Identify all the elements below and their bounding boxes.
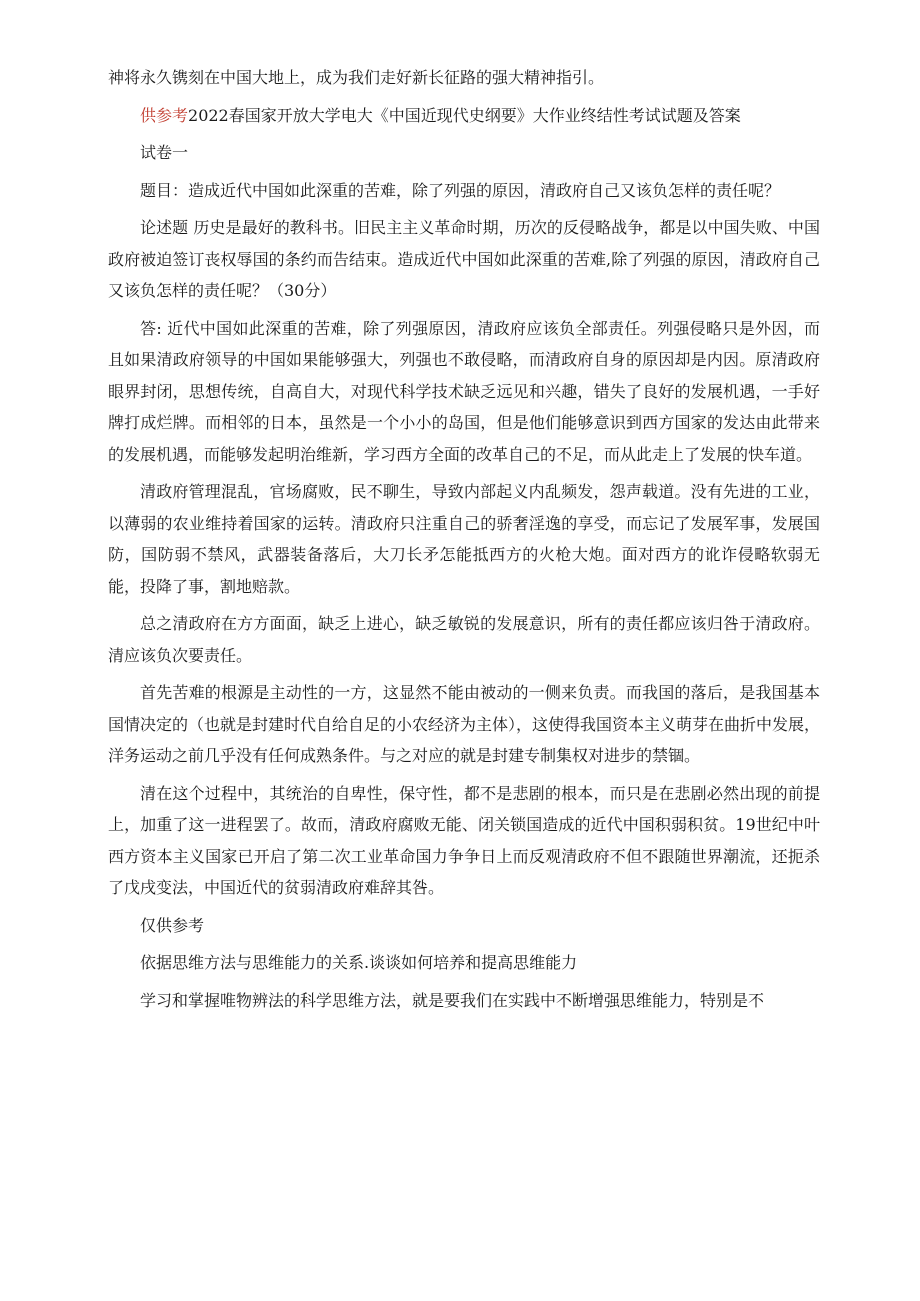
topic-2-paragraph: 学习和掌握唯物辨法的科学思维方法，就是要我们在实践中不断增强思维能力，特别是不	[140, 990, 765, 1010]
heading-title: 2022春国家开放大学电大《中国近现代史纲要》大作业终结性考试试题及答案	[188, 105, 741, 125]
heading-highlight: 供参考	[140, 105, 189, 125]
reference-note: 仅供参考	[140, 915, 205, 935]
answer-paragraph-1: 答: 近代中国如此深重的苦难，除了列强原因，清政府应该负全部责任。列强侵略只是外因，而且如果清政府领导的中国如果能够强大，列强也不敢侵略，而清政府自身的原因却是内因。原清政府眼界封闭，思想传统，自高自大，对现代科学技术缺乏远见和兴趣，错失了良好的发展机遇，一手好牌打成烂牌。而相邻的日本，虽然是一个小小的岛国，但是他们能够意识到西方国家的发达由此带来的发展机遇，而能够发起明治维新，学习西方全面的改革自己的不足，而从此走上了发展的快车道。	[108, 318, 820, 464]
answer-paragraph-5: 清在这个过程中，其统治的自卑性，保守性，都不是悲剧的根本，而只是在悲剧必然出现的前提上，加重了这一进程罢了。故而，清政府腐败无能、闭关锁国造成的近代中国积弱积贫。19世纪中叶西方资本主义国家已开启了第二次工业革命国力争争日上而反观清政府不但不跟随世界潮流，还扼杀了戊戌变法，中国近代的贫弱清政府难辞其咎。	[108, 783, 820, 897]
answer-paragraph-2: 清政府管理混乱，官场腐败，民不聊生，导致内部起义内乱频发，怨声载道。没有先进的工业，以薄弱的农业维持着国家的运转。清政府只注重自己的骄奢淫逸的享受，而忘记了发展军事，发展国防，国防弱不禁风，武器装备落后，大刀长矛怎能抵西方的火枪大炮。面对西方的讹诈侵略软弱无能，投降了事，割地赔款。	[108, 482, 820, 596]
paragraph-continuation: 神将永久镌刻在中国大地上，成为我们走好新长征路的强大精神指引。	[108, 68, 605, 87]
document-page	[108, 62, 820, 1022]
paper-label: 试卷一	[140, 143, 189, 162]
answer-paragraph-4: 首先苦难的根源是主动性的一方，这显然不能由被动的一侧来负责。而我国的落后，是我国基本国情决定的（也就是封建时代自给自足的小农经济为主体），这使得我国资本主义萌芽在曲折中发展，洋务运动之前几乎没有任何成熟条件。与之对应的就是封建专制集权对进步的禁锢。	[108, 683, 821, 765]
essay-prompt: 论述题 历史是最好的教科书。旧民主主义革命时期，历次的反侵略战争，都是以中国失败、中国政府被迫签订丧权辱国的条约而告结束。造成近代中国如此深重的苦难,除了列强的原因，清政府自己又该负怎样的责任呢？（30分）	[108, 218, 820, 300]
answer-paragraph-3: 总之清政府在方方面面，缺乏上进心，缺乏敏锐的发展意识，所有的责任都应该归咎于清政府。清应该负次要责任。	[108, 614, 820, 665]
document-heading	[108, 100, 820, 132]
question-text: 题目：造成近代中国如此深重的苦难，除了列强的原因，清政府自己又该负怎样的责任呢？	[140, 180, 781, 200]
topic-2-title: 依据思维方法与思维能力的关系.谈谈如何培养和提高思维能力	[140, 953, 578, 972]
